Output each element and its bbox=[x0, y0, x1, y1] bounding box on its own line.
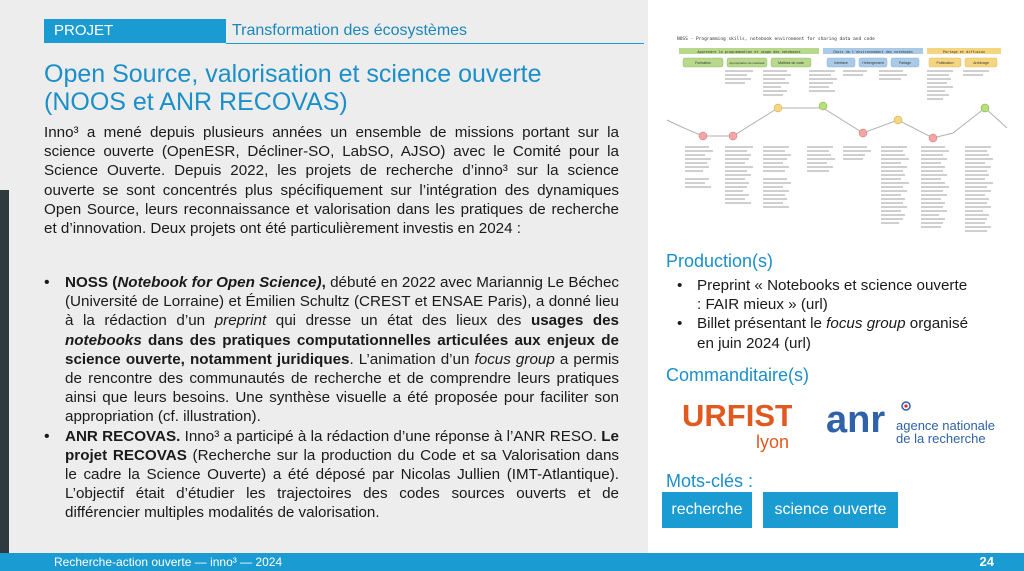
journey-curve bbox=[667, 108, 1007, 138]
keywords-title: Mots-clés : bbox=[666, 471, 754, 491]
footer-text: Recherche-action ouverte — inno³ — 2024 bbox=[54, 555, 283, 569]
page-title-line1: Open Source, valorisation et science ouverte bbox=[44, 60, 542, 88]
svg-text:Maîtrise du code: Maîtrise du code bbox=[778, 61, 804, 65]
svg-text:Hébergement: Hébergement bbox=[862, 61, 884, 65]
page-title-line2: (NOOS et ANR RECOVAS) bbox=[44, 88, 348, 116]
intro-paragraph: Inno³ a mené depuis plusieurs années un ensemble de missions portant sur la science ouverte (OpenESR, Décliner-SO, LabSO, AJSO) avec le Comité pour la Science Ouverte. Depuis 2022, les projets de recherche d’inno³ sur la science ouverte se sont concentrés plus spécifiquement sur l’intégration des dynamiques Open Source, leurs reconnaissance et valorisation dans les pratiques de recherche et d’innovation. Deux projets ont été particulièrement investis en 2024 : bbox=[44, 124, 619, 238]
group-label-2: Choix de l'environnement des notebooks bbox=[832, 50, 914, 54]
group-label-1: Apprendre la programmation et usage des notebooks bbox=[697, 50, 801, 54]
svg-text:Archivage: Archivage bbox=[973, 61, 989, 65]
footer-bar bbox=[0, 553, 1024, 571]
illustration-title: NOSS - Programming skills, notebook environment for sharing data and code bbox=[677, 37, 875, 42]
anr-logo-line2: de la recherche bbox=[896, 431, 986, 446]
anr-logo-line1: agence nationale bbox=[896, 418, 996, 433]
svg-text:Interface: Interface bbox=[834, 61, 848, 65]
page-title bbox=[44, 60, 634, 116]
journey-points bbox=[699, 102, 989, 142]
anr-logo-mark: anr bbox=[826, 400, 886, 441]
bullet-noss: • NOSS (Notebook for Open Science), débuté en 2022 avec Mariannig Le Béchec (Université de Lorraine) et Émilien Schultz (CREST et ENSAE Paris), a donné lieu à la rédaction d’un preprint qui dresse un état des lieux des usages des notebooks dans des pratiques computationnelles articulées aux enjeux de science ouverte, notamment juridiques. L’animation d’un focus group a permis de rencontre des communautés de recherche et de comprendre leurs pratiques ainsi que leurs besoins. Une synthèse visuelle a été proposée pour faciliter son appropriation (cf. illustration). bbox=[44, 273, 619, 427]
anr-logo bbox=[826, 400, 1006, 446]
bullet-anr-recovas: • ANR RECOVAS. Inno³ a participé à la rédaction d’une réponse à l’ANR RESO. Le projet RECOVAS (Recherche sur la production du Code et sa Valorisation dans le cadre la Science Ouverte) a été déposé par Nicolas Jullien (IMT-Atlantique). L’objectif était d’étudier les trajectoires des codes sources ouverts et de différencier multiples modalités de valorisation. bbox=[44, 427, 619, 523]
header-divider bbox=[226, 43, 644, 44]
urfist-logo-city: lyon bbox=[756, 432, 790, 452]
production-item-billet: • Billet présentant le focus group organisé en juin 2024 (url) bbox=[675, 314, 975, 352]
left-accent-stripe bbox=[0, 190, 9, 553]
svg-text:Partage: Partage bbox=[898, 61, 912, 65]
group-label-3: Partage et diffusion bbox=[942, 50, 986, 54]
commanditaires-title: Commanditaire(s) bbox=[666, 365, 810, 385]
section-tag: PROJET bbox=[44, 19, 226, 43]
project-bullet-list bbox=[44, 273, 619, 523]
keyword-tag-recherche[interactable]: recherche bbox=[662, 492, 752, 528]
upper-note-lines bbox=[725, 70, 989, 100]
group-boxes bbox=[683, 58, 997, 67]
keyword-tag-science-ouverte[interactable]: science ouverte bbox=[763, 492, 898, 528]
noss-synthesis-illustration bbox=[663, 28, 1011, 238]
svg-text:Formation: Formation bbox=[695, 61, 711, 65]
svg-text:Publication: Publication bbox=[936, 61, 954, 65]
section-subtitle: Transformation des écosystèmes bbox=[232, 22, 468, 39]
svg-text:Appropriation du notebook: Appropriation du notebook bbox=[729, 61, 765, 65]
urfist-logo-svg bbox=[680, 396, 792, 454]
urfist-logo-text: URFIST bbox=[682, 398, 792, 433]
productions-list bbox=[675, 276, 975, 353]
page-number: 24 bbox=[979, 554, 994, 569]
lower-note-lines bbox=[685, 146, 993, 232]
illustration-svg bbox=[663, 28, 1011, 238]
urfist-lyon-logo bbox=[680, 396, 792, 454]
production-item-preprint: • Preprint « Notebooks et science ouverte : FAIR mieux » (url) bbox=[675, 276, 975, 314]
anr-logo-svg bbox=[826, 400, 1006, 446]
productions-title: Production(s) bbox=[666, 251, 774, 271]
